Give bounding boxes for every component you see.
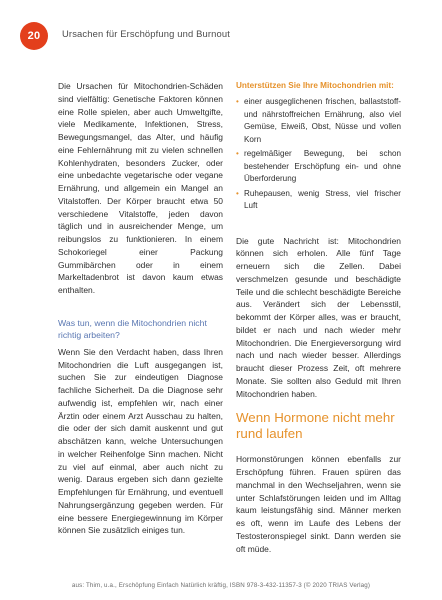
right-column: [236, 80, 401, 565]
tip-item-3: [236, 188, 401, 213]
running-title: Ursachen für Erschöpfung und Burnout: [62, 28, 230, 39]
left-paragraph-2: Wenn Sie den Verdacht haben, dass Ihren Mitochondrien die Luft ausgegangen ist, suchen Sie zur eindeutigen Diagnose fachliche Sicherheit. Da die Diagnose sehr aufwendig ist, empfehlen wir, nach einer Ärztin oder einem Arzt Ausschau zu halten, die oder der sich damit auskennt und gut abschätzen kann, welche Untersuchungen in welcher Reihenfolge Sinn machen. Nicht zu viel auf einmal, aber auch nicht zu wenig. Daraus ergeben sich dann gezielte Empfehlungen für Ernährung, und eventuell Nahrungsergänzung gegeben werden. Für eine bessere Energiegewinnung im Körper können Sie zusätzlich einiges tun.: [58, 346, 223, 536]
section-title: Wenn Hormone nicht mehr rund laufen: [236, 410, 395, 441]
page-header: [12, 12, 432, 56]
page-number-badge: [20, 22, 48, 50]
tip-box: [236, 80, 401, 219]
footer-citation: aus: Thim, u.a., Erschöpfung Einfach Natürlich kräftig, ISBN 978-3-432-11357-3 (© 2020 TRIAS Verlag): [71, 582, 371, 589]
page-number: 20: [27, 30, 41, 42]
tip-item-text: einer ausgeglichenen frischen, ballaststoff- und nährstoffreichen Ernährung, also viel Gemüse, Eiweiß, Obst, Nüsse und vollen Korn: [244, 97, 401, 144]
tip-item-1: [236, 96, 401, 146]
bullet-icon: •: [236, 149, 239, 158]
left-paragraph-1: Die Ursachen für Mitochondrien-Schäden sind vielfältig: Genetische Faktoren können eine Rolle spielen, aber auch Umweltgifte, viele Medikamente, Infektionen, Stress, Bewegungsmangel, das Alter, und häufig eine Fehlernährung mit zu vielen schnellen Kohlenhydraten, besonders Zucker, oder eine unbedachte vegetarische oder vegane Ernährung, und allgemein ein Mangel an Vitalstoffen. Der Körper braucht etwa 50 verschiedene Vitalstoffe, jeden davon täglich und in ausreichender Menge, um reibungslos zu funktionieren. In einem Schokoriegel einer Packung Gummibärchen oder in einem Markeltadenbrot ist davon kaum etwas enthalten.: [58, 81, 223, 295]
bullet-icon: •: [236, 188, 239, 198]
right-paragraph-1: Die gute Nachricht ist: Mitochondrien können sich erholen. Alle fünf Tage erneuern sich die Zellen. Dabei verschmelzen gesunde und beschädigte Teile und die schlecht beschädigte Bereiche aus. Verändert sich der Lebensstil, bekommt der Körper alles, was er braucht, bildet er nach und nach wieder mehr Mitochondrien. Die Energieversorgung wird nach und nach wieder besser. Allerdings braucht dieser Prozess Zeit, oft mehrere Monate. Sie sollten also Geduld mit Ihren Mitochondrien haben.: [236, 235, 401, 399]
bullet-icon: •: [236, 97, 239, 106]
right-paragraph-2: Hormonstörungen können ebenfalls zur Erschöpfung führen. Frauen spüren das manchmal in den Wechseljahren, wenn sie unter Schlafstörungen leiden und im Alltag kaum leistungsfähig sind. Männer merken es oft, wenn im Laufe des Lebens der Testosteronspiegel sinkt. Dann werden sie oft müde.: [236, 454, 401, 554]
tip-box-title: Unterstützen Sie Ihre Mitochondrien mit:: [236, 81, 394, 90]
tip-item-text: Ruhepausen, wenig Stress, viel frischer Luft: [244, 188, 401, 210]
left-column: [58, 80, 223, 547]
tip-item-2: [236, 148, 401, 186]
tip-list: [236, 96, 401, 213]
tip-item-text: regelmäßiger Bewegung, bei schon bestehender Erschöpfung ein- und ohne Überforderung: [244, 149, 401, 183]
question-subheading: Was tun, wenn die Mitochondrien nicht richtig arbeiten?: [58, 317, 207, 341]
